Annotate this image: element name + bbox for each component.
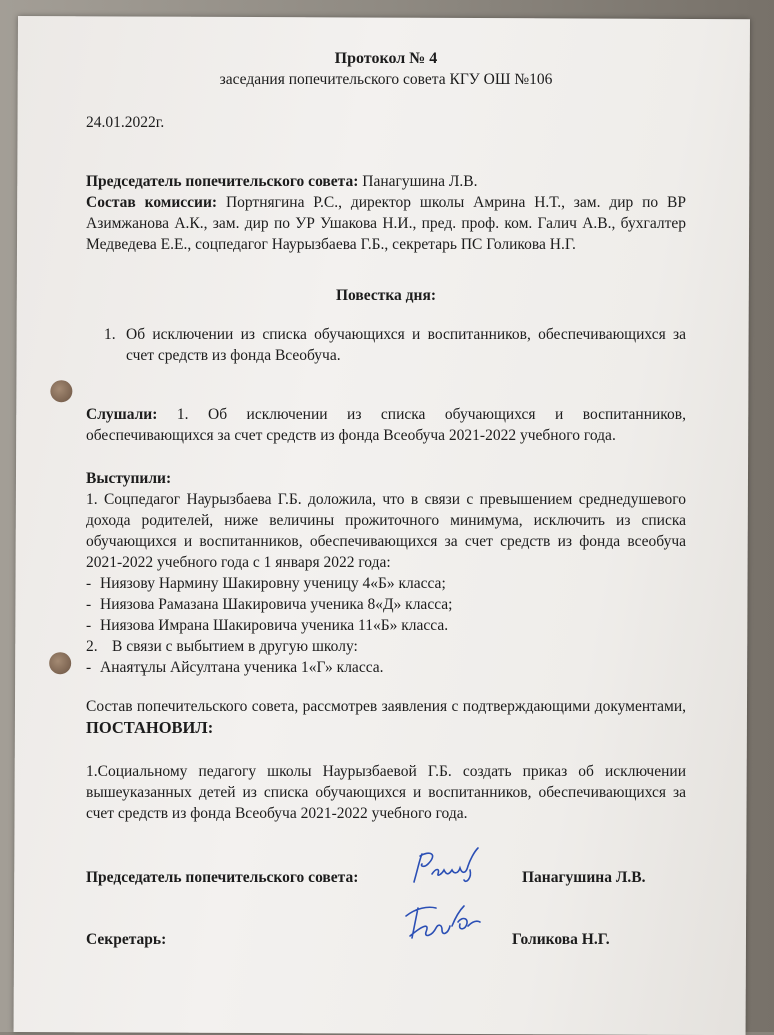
chair-signature-label: Председатель попечительского совета: [86,869,359,886]
list-dash: - [86,659,92,676]
chair-signature-name: Панагушина Л.В. [522,869,646,886]
list-dash: - [86,596,92,613]
chair-signature [408,844,498,890]
document-subtitle: заседания попечительского совета КГУ ОШ №106 [219,71,553,88]
list-dash: - [86,617,92,634]
secretary-signature-name: Голикова Н.Г. [512,931,610,948]
resolution-keyword: ПОСТАНОВИЛ: [86,718,214,737]
commission-label: Состав комиссии: [86,194,218,211]
spoke-label: Выступили: [86,470,172,487]
resolution-text: Состав попечительского совета, рассмотрев заявления с подтверждающими документами, [86,698,686,715]
heard-paragraph [86,404,686,446]
chair-signature-row [86,850,686,894]
document-body [86,48,686,956]
secretary-signature [402,896,492,944]
spoke-item-2 [86,636,686,657]
document-date: 24.01.2022г. [86,114,165,131]
list-item [86,657,686,678]
chair-label: Председатель попечительского совета: [86,173,359,190]
chair-line [86,171,686,192]
spoke-item-2-number: 2. [86,638,98,655]
list-item-text: Ниязова Имрана Шакировича ученика 11«Б» класса. [100,617,449,634]
secretary-signature-label: Секретарь: [86,931,167,948]
list-item [86,615,686,636]
commission-paragraph [86,192,686,255]
heard-text: 1. Об исключении из списка обучающихся и воспитанников, обеспечивающихся за счет средств из фонда Всеобуча 2021-2022 учебного года. [86,406,686,444]
punch-hole [49,652,71,674]
agenda-heading: Повестка дня: [336,287,436,304]
list-item-text: Ниязову Нармину Шакировну ученицу 4«Б» класса; [100,575,446,592]
document-title: Протокол № 4 [334,50,438,67]
agenda-item [104,324,686,366]
list-item-text: Анаятұлы Айсултана ученика 1«Г» класса. [100,659,384,676]
heard-label: Слушали: [86,406,158,423]
decision-paragraph: 1.Социальному педагогу школы Наурызбаевой Г.Б. создать приказ об исключении вышеуказанных детей из списка обучающихся и воспитанников, обеспечивающихся за счет средств из фонда Всеобуча 2021-2022 учебного года. [86,763,686,822]
list-dash: - [86,575,92,592]
spoke-item-2-text: В связи с выбытием в другую школу: [112,638,358,655]
chair-name: Панагушина Л.В. [362,173,478,190]
resolution-paragraph [86,696,686,739]
secretary-signature-row [86,912,686,956]
agenda-item-text: Об исключении из списка обучающихся и воспитанников, обеспечивающихся за счет средств из фонда Всеобуча. [126,326,686,364]
commission-text: Портнягина Р.С., директор школы Амрина Н.Т., зам. дир по ВР Азимжанова А.К., зам. дир по УР Ушакова Н.И., пред. проф. ком. Галич А.В., бухгалтер Медведева Е.Е., соцпедагог Наурызбаева Г.Б., секретарь ПС Голикова Н.Г. [86,194,687,253]
list-item-text: Ниязова Рамазана Шакировича ученика 8«Д» класса; [100,596,453,613]
punch-hole [50,380,72,402]
list-item [86,573,686,594]
list-item [86,594,686,615]
spoke-paragraph: 1. Соцпедагог Наурызбаева Г.Б. доложила, что в связи с превышением среднедушевого дохода родителей, ниже величины прожиточного минимума, исключить из списка обучающихся и воспитанников, обеспечивающихся за счет средств из фонда всеобуча 2021-2022 учебного года с 1 января 2022 года: [86,491,686,571]
agenda-item-number: 1. [104,326,116,343]
